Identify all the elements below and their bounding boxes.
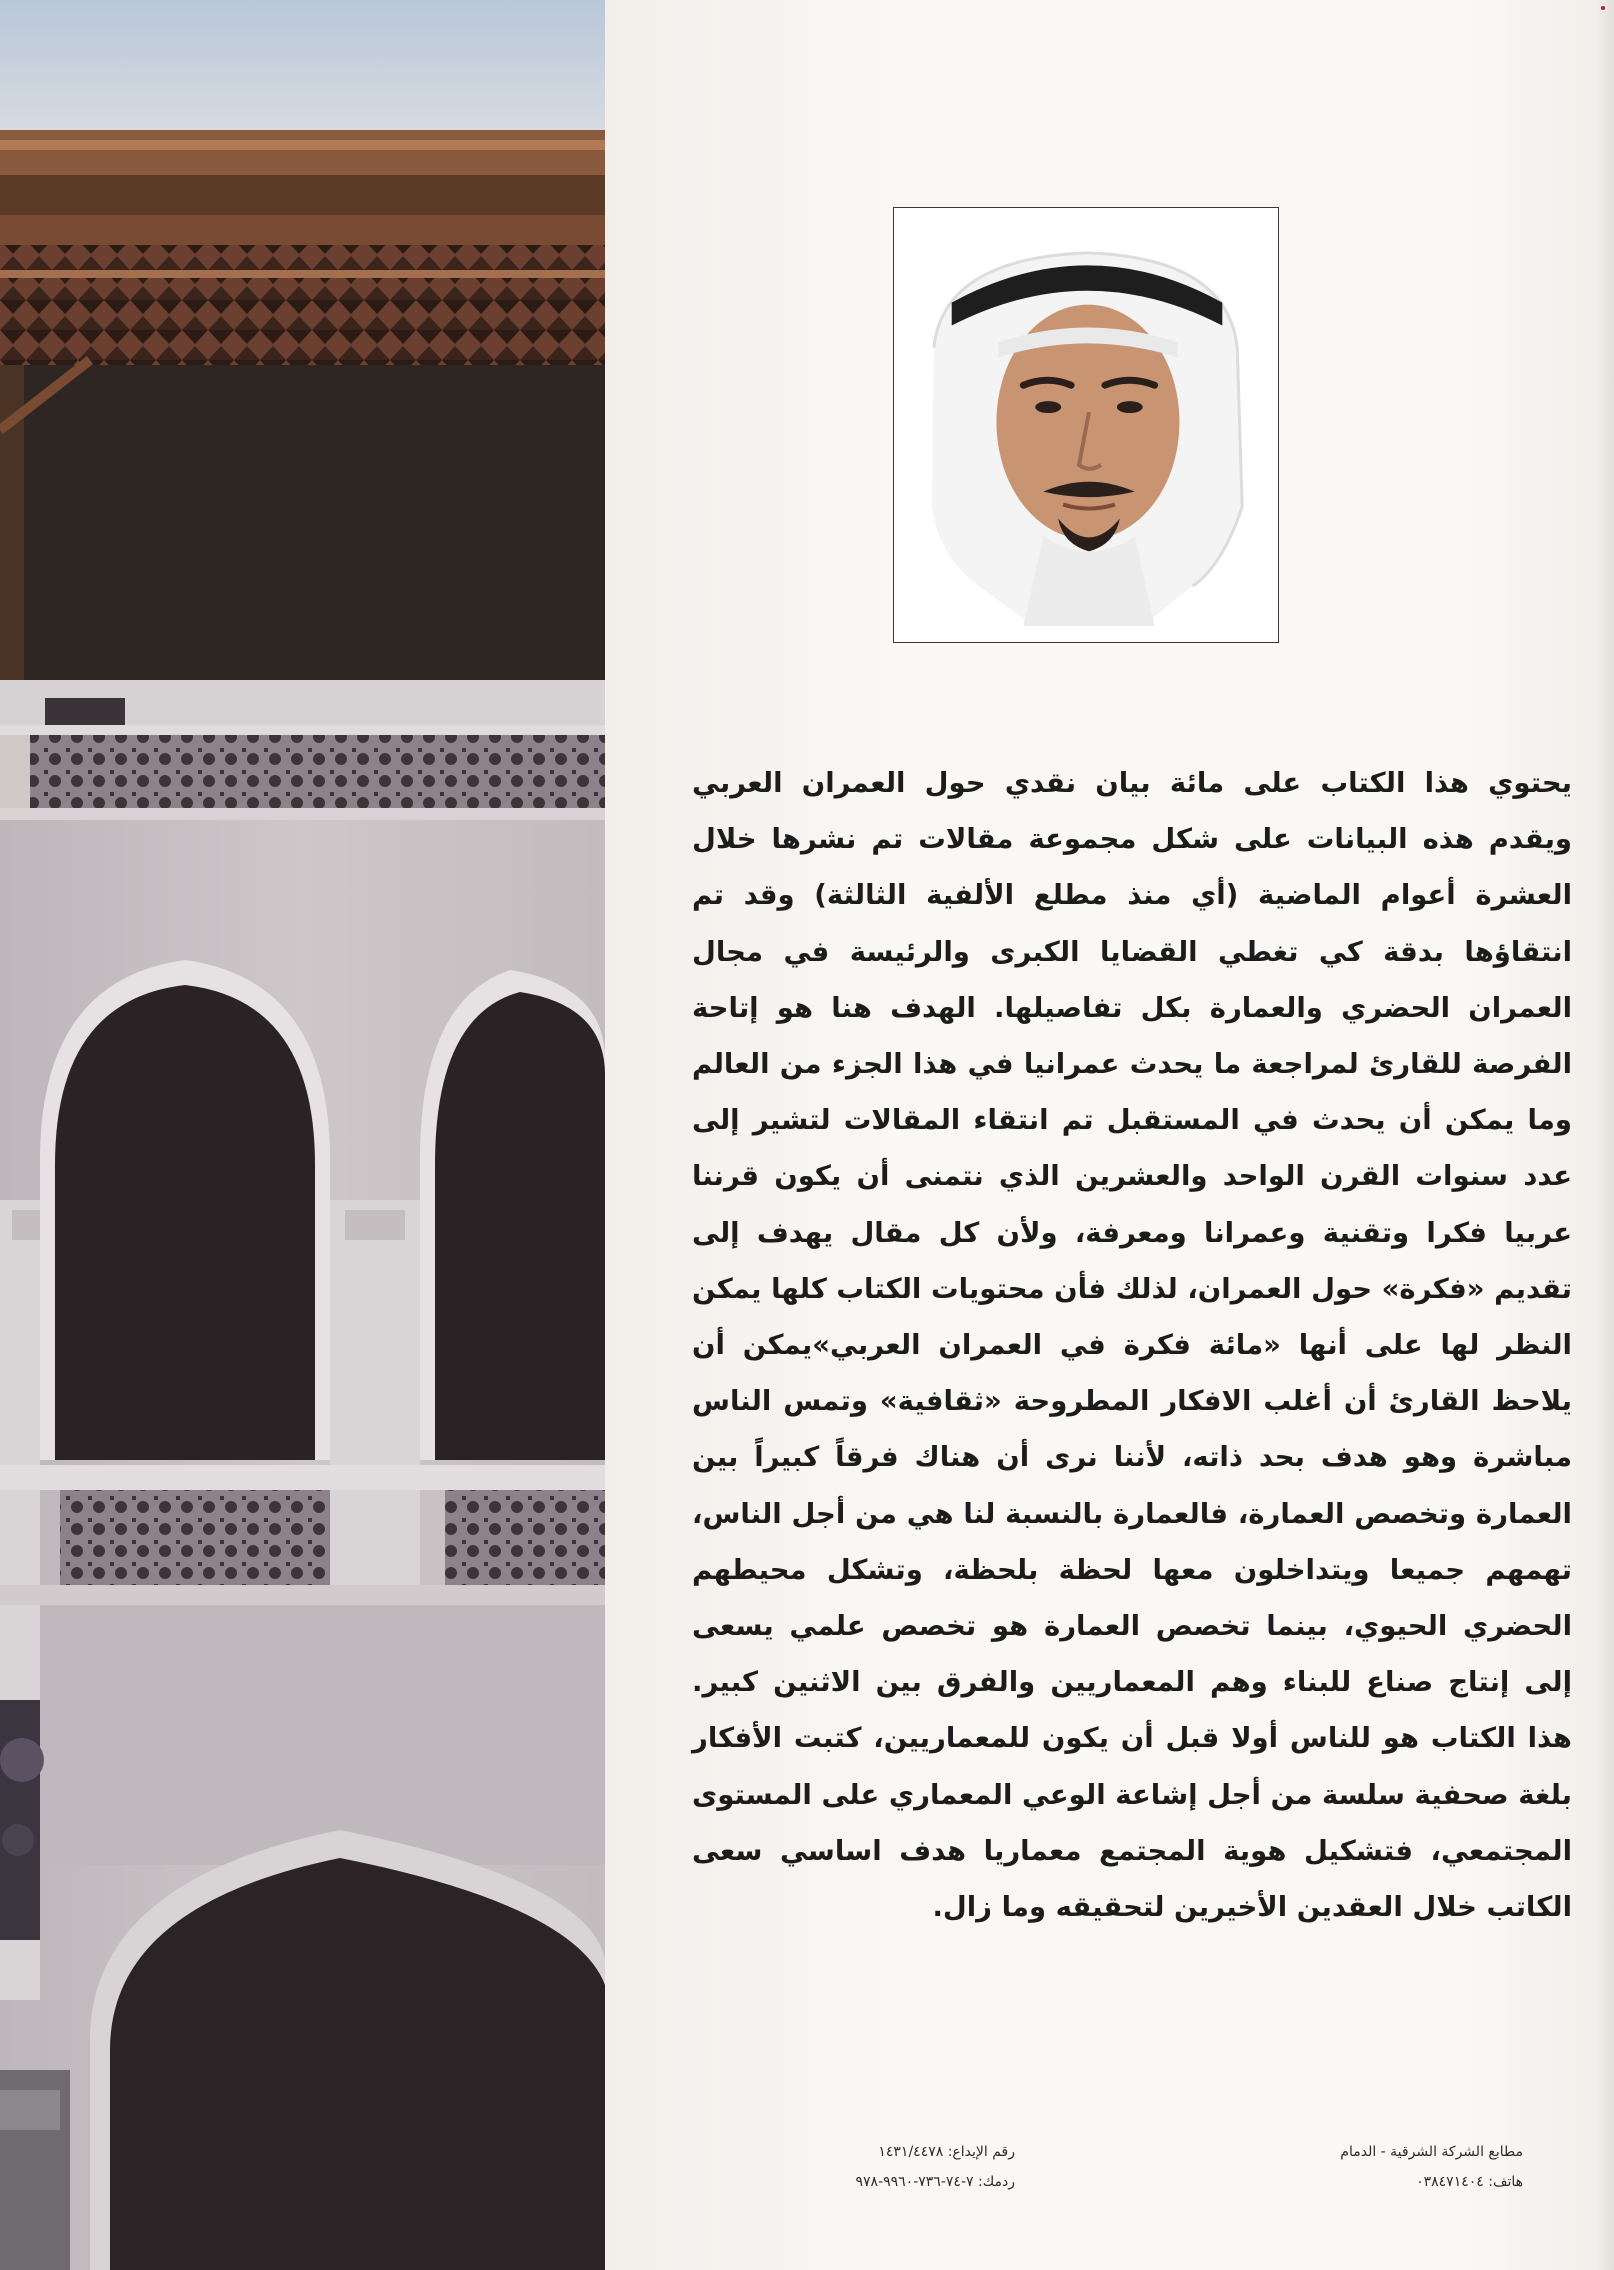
legal-deposit-info — [715, 2137, 1015, 2197]
paper-speck — [1601, 6, 1605, 10]
architecture-photo — [0, 0, 605, 2270]
book-description: يحتوي هذا الكتاب على مائة بيان نقدي حول العمران العربي ويقدم هذه البيانات على شكل مجموعة مقالات تم نشرها خلال العشرة أعوام الماضية (أي منذ مطلع الألفية الثالثة) وقد تم انتقاؤها بدقة كي تغطي القضايا الكبرى والرئيسة في مجال العمران الحضري والعمارة بكل تفاصيلها. الهدف هنا هو إتاحة الفرصة للقارئ لمراجعة ما يحدث عمرانيا في هذا الجزء من العالم وما يمكن أن يحدث في المستقبل تم انتقاء المقالات لتشير إلى عدد سنوات القرن الواحد والعشرين الذي نتمنى أن يكون قرننا عربيا فكرا وتقنية وعمرانا ومعرفة، ولأن كل مقال يهدف إلى تقديم «فكرة» حول العمران، لذلك فأن محتويات الكتاب كلها يمكن النظر لها على أنها «مائة فكرة في العمران العربي»يمكن أن يلاحظ القارئ أن أغلب الافكار المطروحة «ثقافية» وتمس الناس مباشرة وهو هدف بحد ذاته، لأننا نرى أن هناك فرقاً كبيراً بين العمارة وتخصص العمارة، فالعمارة بالنسبة لنا هي من أجل الناس، تهمهم جميعا ويتداخلون معها لحظة بلحظة، وتشكل محيطهم الحضري الحيوي، بينما تخصص العمارة هو تخصص علمي يسعى إلى إنتاج صناع للبناء وهم المعماريين والفرق بين الاثنين كبير. هذا الكتاب هو للناس أولا قبل أن يكون للمعماريين، كتبت الأفكار بلغة صحفية سلسة من أجل إشاعة الوعي المعماري على المستوى المجتمعي، فتشكيل هوية المجتمع معماريا هدف اساسي سعى الكاتب خلال العقدين الأخيرين لتحقيقه وما زال. — [692, 767, 1572, 1924]
isbn-number: ردمك: ٧-٧٤-٧٣٦-٩٩٦٠-٩٧٨ — [855, 2174, 1015, 2190]
author-photo — [893, 207, 1279, 643]
page-edge-shadow — [1596, 0, 1614, 2270]
deposit-number: رقم الإيداع: ١٤٣١/٤٤٧٨ — [878, 2144, 1015, 2160]
printer-info — [1223, 2137, 1523, 2197]
printer-name: مطابع الشركة الشرقية - الدمام — [1340, 2144, 1523, 2160]
back-cover-panel — [605, 0, 1614, 2270]
printer-phone: هاتف: ٠٣٨٤٧١٤٠٤ — [1416, 2174, 1523, 2190]
